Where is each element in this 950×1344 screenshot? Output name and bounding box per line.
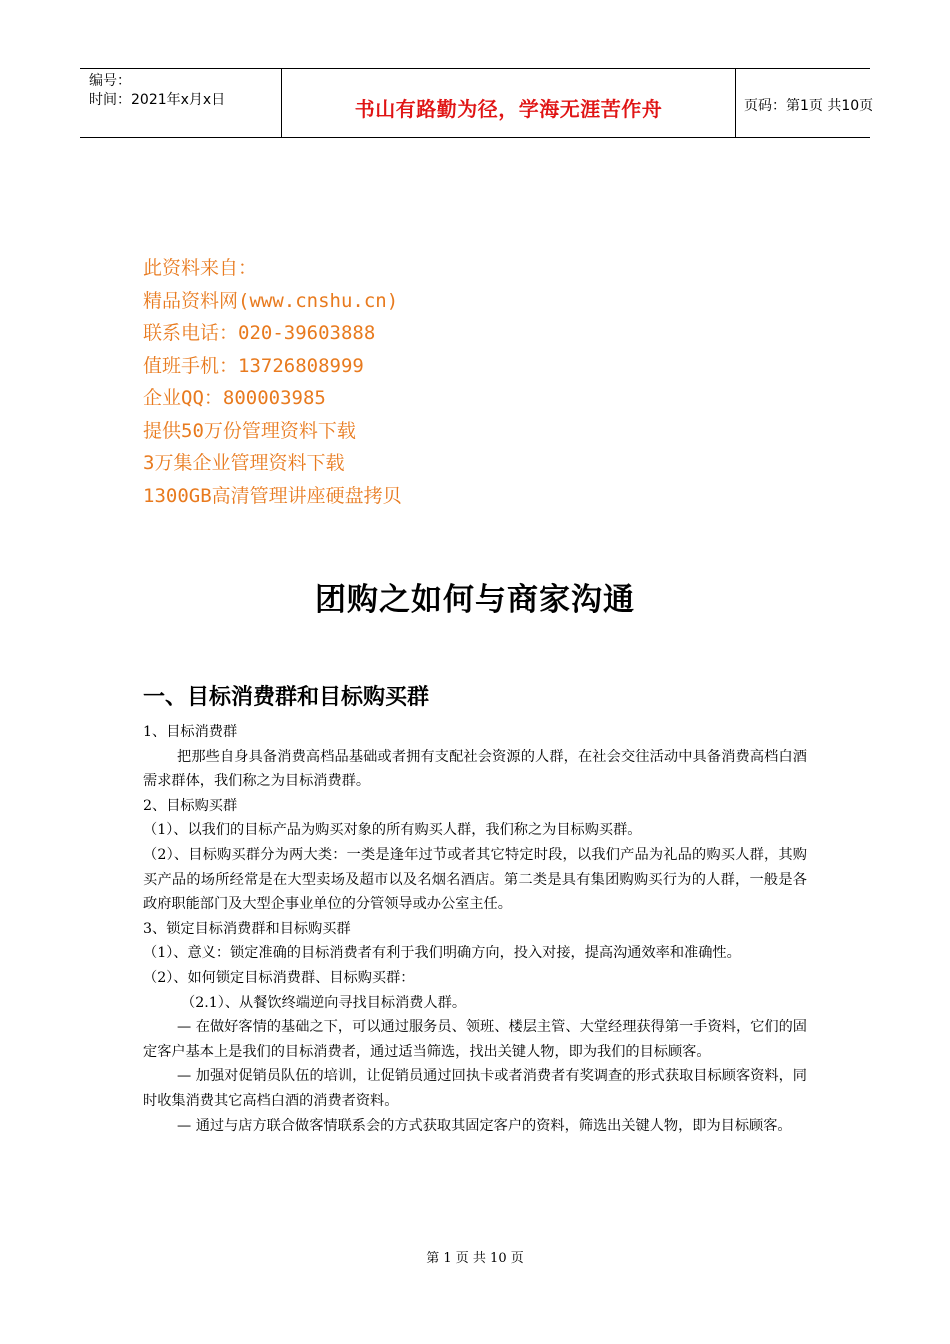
source-line: 3万集企业管理资料下载: [143, 452, 345, 474]
paragraph: — 通过与店方联合做客情联系会的方式获取其固定客户的资料，筛选出关键人物，即为目标顾客。: [177, 1117, 792, 1134]
section-heading: 一、目标消费群和目标购买群: [143, 685, 430, 710]
header-motto: 书山有路勤为径，学海无涯苦作舟: [354, 97, 663, 121]
paragraph: （1）、意义：锁定准确的目标消费者有利于我们明确方向，投入对接，提高沟通效率和准确性。: [143, 945, 741, 962]
document-title: 团购之如何与商家沟通: [315, 582, 635, 618]
document-body: [143, 720, 807, 1138]
header-left-cell: [80, 69, 281, 137]
source-line: 此资料来自：: [143, 257, 258, 279]
paragraph: （2）、如何锁定目标消费群、目标购买群：: [143, 969, 415, 986]
source-line: 1300GB高清管理讲座硬盘拷贝: [143, 484, 402, 507]
paragraph: （2）、目标购买群分为两大类：一类是逢年过节或者其它特定时段，以我们产品为礼品的购买人群，其购买产品的场所经常是在大型卖场及超市以及名烟名酒店。第二类是具有集团购购买行为的人群，一般是各政府职能部门及大型企事业单位的分管领导或办公室主任。: [143, 846, 807, 913]
paragraph: 1、目标消费群: [143, 724, 238, 740]
source-mobile-line: 值班手机：13726808999: [143, 354, 364, 377]
source-line: 提供50万份管理资料下载: [143, 419, 356, 442]
source-qq-line: 企业QQ：800003985: [143, 387, 326, 409]
paragraph: （1）、以我们的目标产品为购买对象的所有购买人群，我们称之为目标购买群。: [143, 822, 642, 839]
source-info-block: [143, 252, 402, 512]
paragraph: 3、锁定目标消费群和目标购买群: [143, 920, 351, 937]
paragraph: 2、目标购买群: [143, 797, 238, 814]
source-phone-line: 联系电话：020-39603888: [143, 322, 376, 344]
paragraph: 把那些自身具备消费高档品基础或者拥有支配社会资源的人群，在社会交往活动中具备消费高档白酒需求群体，我们称之为目标消费群。: [143, 748, 807, 790]
paragraph: — 加强对促销员队伍的培训，让促销员通过回执卡或者消费者有奖调查的形式获取目标顾客资料，同时收集消费其它高档白酒的消费者资料。: [143, 1068, 807, 1109]
header-table: [80, 68, 874, 138]
paragraph: （2.1）、从餐饮终端逆向寻找目标消费人群。: [181, 994, 467, 1011]
header-motto-cell: [281, 69, 736, 137]
page-footer: 第 1 页 共 10 页: [426, 1251, 524, 1266]
paragraph: — 在做好客情的基础之下，可以通过服务员、领班、楼层主管、大堂经理获得第一手资料，它们的固定客户基本上是我们的目标消费者，通过适当筛选，找出关键人物，即为我们的目标顾客。: [143, 1019, 807, 1060]
source-website-line: 精品资料网(www.cnshu.cn): [143, 289, 399, 312]
header-page-cell: [735, 69, 874, 137]
date-label: 时间：2021年x月x日: [89, 92, 226, 108]
serial-number-label: 编号：: [89, 73, 131, 89]
header-page-info: 页码：第1页 共10页: [744, 98, 874, 114]
